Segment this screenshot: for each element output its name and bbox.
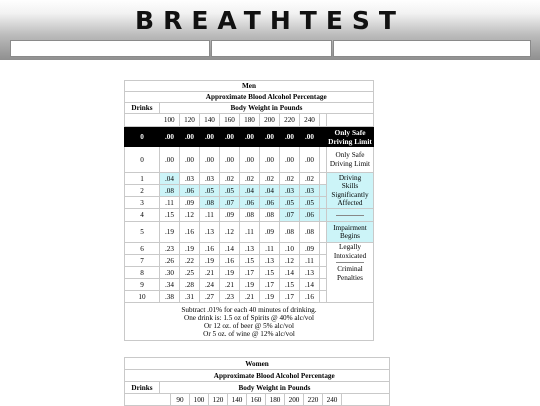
weight-cell: 120 — [209, 394, 228, 406]
bac-cell: .19 — [160, 222, 180, 243]
bac-cell: .17 — [240, 267, 260, 279]
safe-limit-label: Only Safe Driving Limit — [328, 127, 372, 146]
divider — [336, 262, 364, 263]
drinks-header: Drinks — [125, 382, 160, 394]
bac-cell: .27 — [200, 291, 220, 303]
bac-cell: .04 — [160, 173, 180, 185]
weight-cell: 160 — [220, 114, 240, 127]
bac-cell: .08 — [200, 197, 220, 209]
bac-cell: .19 — [180, 243, 200, 255]
body-weight-header: Body Weight in Pounds — [160, 103, 374, 114]
site-header — [0, 0, 540, 60]
women-table-title: Women — [125, 358, 390, 370]
bac-cell: .15 — [260, 267, 280, 279]
bac-cell: .12 — [280, 255, 300, 267]
drinks-cell: 0 — [125, 127, 160, 147]
bac-cell: .15 — [280, 279, 300, 291]
bac-cell: .21 — [220, 279, 240, 291]
bac-cell: .12 — [180, 209, 200, 222]
weight-cell: 200 — [285, 394, 304, 406]
bac-cell: .17 — [280, 291, 300, 303]
bac-cell: .08 — [160, 185, 180, 197]
weight-cell: 220 — [280, 114, 300, 127]
drinks-cell: 1 — [125, 173, 160, 185]
bac-cell: .00 — [180, 147, 200, 173]
bac-cell: .04 — [240, 185, 260, 197]
bac-cell: .23 — [160, 243, 180, 255]
weight-cell: 100 — [190, 394, 209, 406]
bac-cell: .09 — [220, 209, 240, 222]
drinks-cell: 4 — [125, 209, 160, 222]
bac-cell: .19 — [260, 291, 280, 303]
bac-cell: .30 — [160, 267, 180, 279]
bac-cell: .00 — [220, 147, 240, 173]
bac-cell: .31 — [180, 291, 200, 303]
bac-cell: .16 — [200, 243, 220, 255]
bac-cell: .10 — [280, 243, 300, 255]
men-bac-table — [124, 80, 374, 341]
bac-cell: .03 — [200, 173, 220, 185]
women-bac-table — [124, 357, 390, 406]
penalties-note: Legally Intoxicated Criminal Penalties — [327, 243, 374, 303]
bac-cell: .19 — [220, 267, 240, 279]
drinks-cell: 2 — [125, 185, 160, 197]
impairment-note: Impairment Begins — [327, 222, 374, 243]
bac-cell: .07 — [280, 209, 300, 222]
bac-cell: .21 — [200, 267, 220, 279]
drinks-cell: 0 — [125, 147, 160, 173]
bac-cell: .14 — [300, 279, 320, 291]
drinks-cell: 3 — [125, 197, 160, 209]
bac-cell: .16 — [300, 291, 320, 303]
bac-cell: .00 — [180, 127, 200, 147]
bac-row — [125, 147, 374, 173]
bac-cell: .05 — [200, 185, 220, 197]
bac-cell: .38 — [160, 291, 180, 303]
bac-cell: .11 — [260, 243, 280, 255]
bac-cell: .04 — [260, 185, 280, 197]
bac-cell: .00 — [280, 147, 300, 173]
bac-cell: .08 — [240, 209, 260, 222]
bac-cell: .06 — [240, 197, 260, 209]
bac-cell: .11 — [300, 255, 320, 267]
bac-cell: .03 — [300, 185, 320, 197]
weight-cell: 180 — [240, 114, 260, 127]
bac-cell: .26 — [160, 255, 180, 267]
drinking-notes: Subtract .01% for each 40 minutes of drinking. One drink is: 1.5 oz of Spirits @ 40% alc/vol Or 12 oz. of beer @ 5% alc/vol Or 5 oz. of wine @ 12% alc/vol — [125, 303, 374, 341]
drinks-header: Drinks — [125, 103, 160, 114]
bac-cell: .22 — [180, 255, 200, 267]
drinks-cell: 5 — [125, 222, 160, 243]
bac-cell: .00 — [260, 127, 280, 147]
bac-cell: .12 — [220, 222, 240, 243]
bac-row — [125, 243, 374, 255]
site-logo: BREATHTEST — [135, 6, 405, 35]
safe-limit-row — [125, 127, 374, 147]
bac-cell: .19 — [240, 279, 260, 291]
safe-limit-note: Only Safe Driving Limit — [327, 147, 374, 173]
bac-cell: .00 — [260, 147, 280, 173]
weight-cell: 90 — [171, 394, 190, 406]
bac-cell: .34 — [160, 279, 180, 291]
bac-cell: .00 — [160, 147, 180, 173]
bac-cell: .00 — [200, 127, 220, 147]
men-table-title: Men — [125, 81, 374, 92]
bac-cell: .15 — [160, 209, 180, 222]
divider — [336, 215, 364, 216]
men-table-subtitle: Approximate Blood Alcohol Percentage — [160, 92, 374, 103]
bac-cell: .23 — [220, 291, 240, 303]
bac-cell: .14 — [280, 267, 300, 279]
weight-cell: 100 — [160, 114, 180, 127]
bac-cell: .08 — [300, 222, 320, 243]
drinks-cell: 8 — [125, 267, 160, 279]
bac-cell: .13 — [260, 255, 280, 267]
weight-cell: 120 — [180, 114, 200, 127]
bac-cell: .24 — [200, 279, 220, 291]
bac-cell: .25 — [180, 267, 200, 279]
weight-cell: 240 — [323, 394, 342, 406]
bac-cell: .02 — [300, 173, 320, 185]
nav-box-1[interactable] — [10, 40, 210, 57]
bac-cell: .13 — [240, 243, 260, 255]
bac-cell: .16 — [220, 255, 240, 267]
bac-cell: .00 — [220, 127, 240, 147]
bac-cell: .02 — [260, 173, 280, 185]
bac-cell: .11 — [200, 209, 220, 222]
bac-cell: .05 — [300, 197, 320, 209]
bac-cell: .00 — [300, 147, 320, 173]
bac-cell: .05 — [280, 197, 300, 209]
women-table-subtitle: Approximate Blood Alcohol Percentage — [160, 370, 390, 382]
bac-cell: .06 — [180, 185, 200, 197]
bac-row — [125, 209, 374, 222]
bac-cell: .15 — [240, 255, 260, 267]
bac-cell: .09 — [180, 197, 200, 209]
bac-cell: .21 — [240, 291, 260, 303]
weight-cell: 200 — [260, 114, 280, 127]
body-weight-header: Body Weight in Pounds — [160, 382, 390, 394]
bac-cell: .00 — [300, 127, 320, 147]
bac-cell: .00 — [200, 147, 220, 173]
bac-cell: .03 — [180, 173, 200, 185]
bac-cell: .19 — [200, 255, 220, 267]
bac-cell: .09 — [300, 243, 320, 255]
bac-cell: .09 — [260, 222, 280, 243]
bac-cell: .28 — [180, 279, 200, 291]
bac-cell: .07 — [220, 197, 240, 209]
bac-cell: .00 — [240, 127, 260, 147]
bac-cell: .16 — [180, 222, 200, 243]
bac-cell: .05 — [220, 185, 240, 197]
bac-row — [125, 222, 374, 243]
nav-box-2[interactable] — [211, 40, 332, 57]
drinks-cell: 9 — [125, 279, 160, 291]
bac-cell: .03 — [280, 185, 300, 197]
bac-row — [125, 173, 374, 185]
bac-cell: .17 — [260, 279, 280, 291]
drinks-cell: 7 — [125, 255, 160, 267]
nav-box-3[interactable] — [333, 40, 531, 57]
bac-cell: .06 — [300, 209, 320, 222]
drinks-cell: 10 — [125, 291, 160, 303]
weight-cell: 160 — [247, 394, 266, 406]
bac-cell: .00 — [240, 147, 260, 173]
bac-cell: .08 — [280, 222, 300, 243]
bac-cell: .11 — [240, 222, 260, 243]
weights-row — [125, 114, 374, 127]
bac-cell: .08 — [260, 209, 280, 222]
weight-cell: 220 — [304, 394, 323, 406]
bac-cell: .14 — [220, 243, 240, 255]
bac-cell: .02 — [280, 173, 300, 185]
bac-cell: .13 — [300, 267, 320, 279]
weight-cell: 140 — [228, 394, 247, 406]
weights-row — [125, 394, 390, 406]
bac-cell: .00 — [280, 127, 300, 147]
bac-cell: .13 — [200, 222, 220, 243]
bac-cell: .06 — [260, 197, 280, 209]
drinks-cell: 6 — [125, 243, 160, 255]
skills-affected-note: Driving Skills Significantly Affected — [327, 173, 374, 209]
bac-cell: .02 — [240, 173, 260, 185]
weight-cell: 180 — [266, 394, 285, 406]
bac-cell: .02 — [220, 173, 240, 185]
bac-cell: .00 — [160, 127, 180, 147]
bac-cell: .11 — [160, 197, 180, 209]
weight-cell: 140 — [200, 114, 220, 127]
weight-cell: 240 — [300, 114, 320, 127]
